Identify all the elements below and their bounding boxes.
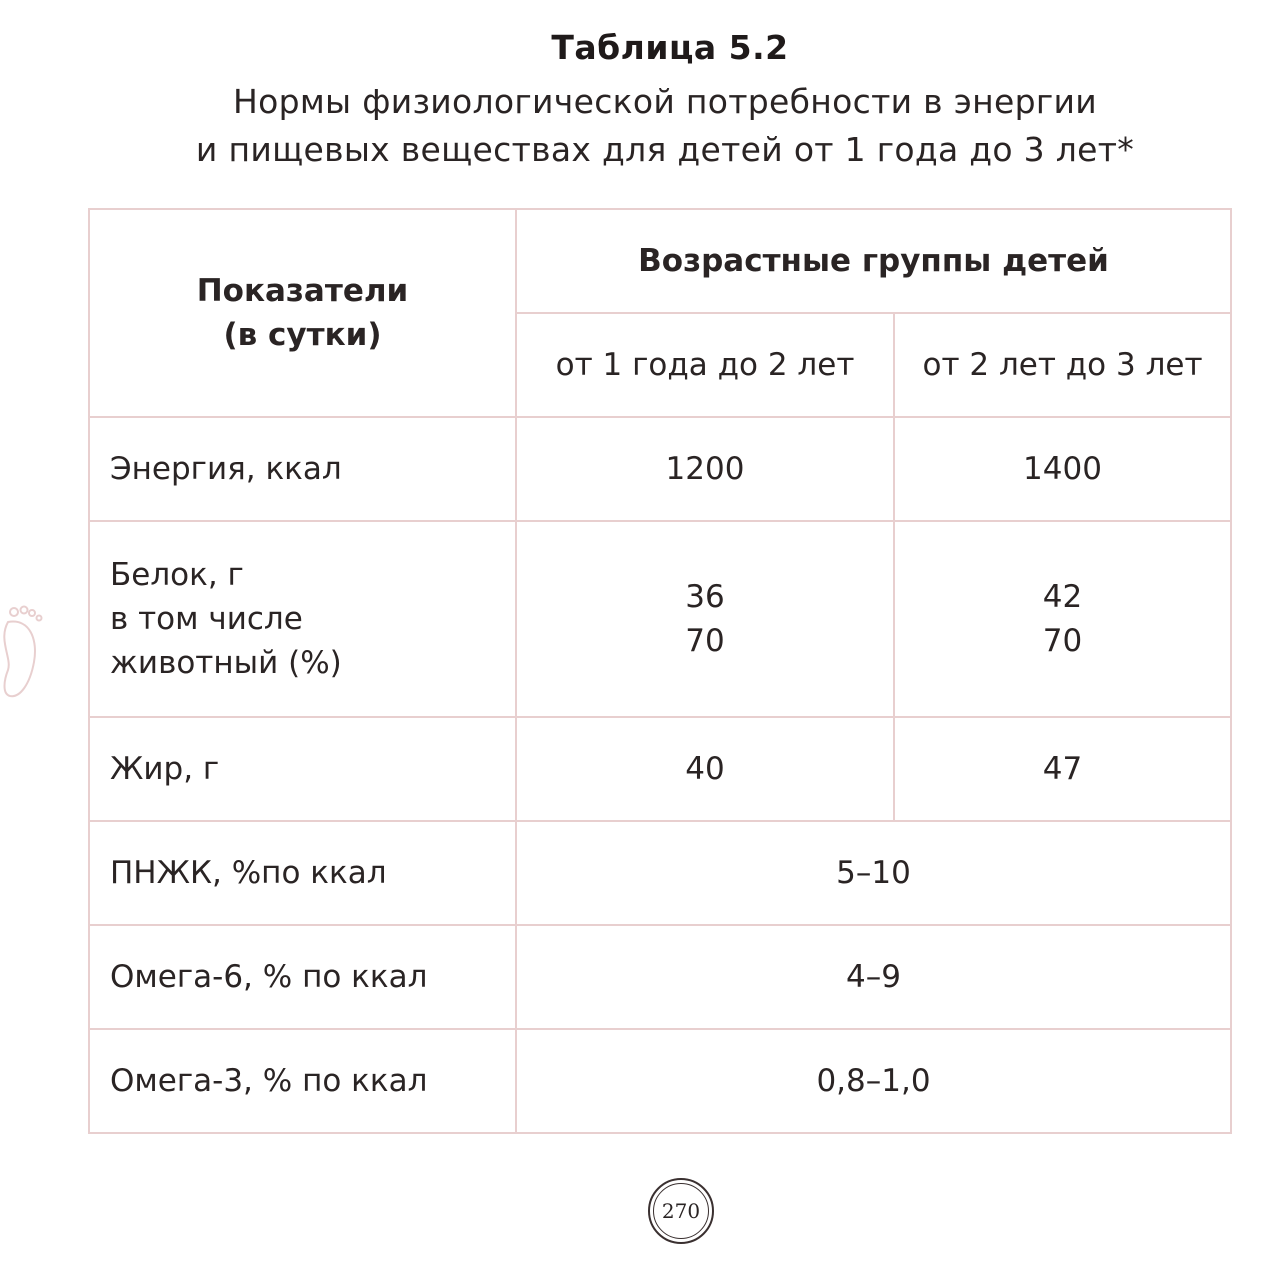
fat-value-age-1-2: 40 [516,717,894,821]
table-subtitle-line2: и пищевых веществах для детей от 1 года до 3 лет* [195,130,1135,169]
header-indicators-line1: Показатели [196,273,409,309]
energy-value-age-1-2: 1200 [516,417,894,521]
header-indicators [89,209,516,417]
page-number-badge [648,1178,714,1244]
table-header-row [89,209,1231,313]
protein-label-line1: Белок, г [110,557,244,593]
row-label-omega6: Омега-6, % по ккал [89,925,516,1029]
fat-value-age-2-3: 47 [894,717,1231,821]
protein-animal-pct-age-1-2: 70 [685,623,725,659]
header-indicators-line2: (в сутки) [223,317,382,353]
energy-value-age-2-3: 1400 [894,417,1231,521]
protein-grams-age-2-3: 42 [1042,579,1083,615]
table-row [89,417,1231,521]
row-label-energy: Энергия, ккал [89,417,516,521]
omega3-value: 0,8–1,0 [516,1029,1231,1133]
table-row [89,821,1231,925]
protein-values-age-2-3 [894,521,1231,717]
page-number: 270 [653,1183,709,1239]
table-title: Таблица 5.2 [551,28,789,67]
protein-label-line3: животный (%) [110,645,342,681]
header-age-groups: Возрастные группы детей [516,209,1231,313]
protein-values-age-1-2 [516,521,894,717]
protein-animal-pct-age-2-3: 70 [1042,623,1083,659]
table-subtitle-line1: Нормы физиологической потребности в энергии [233,82,1097,121]
footprint-icon [0,600,48,710]
row-label-fat: Жир, г [89,717,516,821]
nutrition-norms-table [88,208,1232,1134]
header-age-2-3: от 2 лет до 3 лет [894,313,1231,417]
protein-label-line2: в том числе [110,601,303,637]
protein-grams-age-1-2: 36 [685,579,725,615]
pufa-value: 5–10 [516,821,1231,925]
header-age-1-2: от 1 года до 2 лет [516,313,894,417]
row-label-omega3: Омега-3, % по ккал [89,1029,516,1133]
table-row [89,1029,1231,1133]
table-row [89,717,1231,821]
omega6-value: 4–9 [516,925,1231,1029]
row-label-pufa: ПНЖК, %по ккал [89,821,516,925]
table-row [89,521,1231,717]
row-label-protein [89,521,516,717]
table-row [89,925,1231,1029]
